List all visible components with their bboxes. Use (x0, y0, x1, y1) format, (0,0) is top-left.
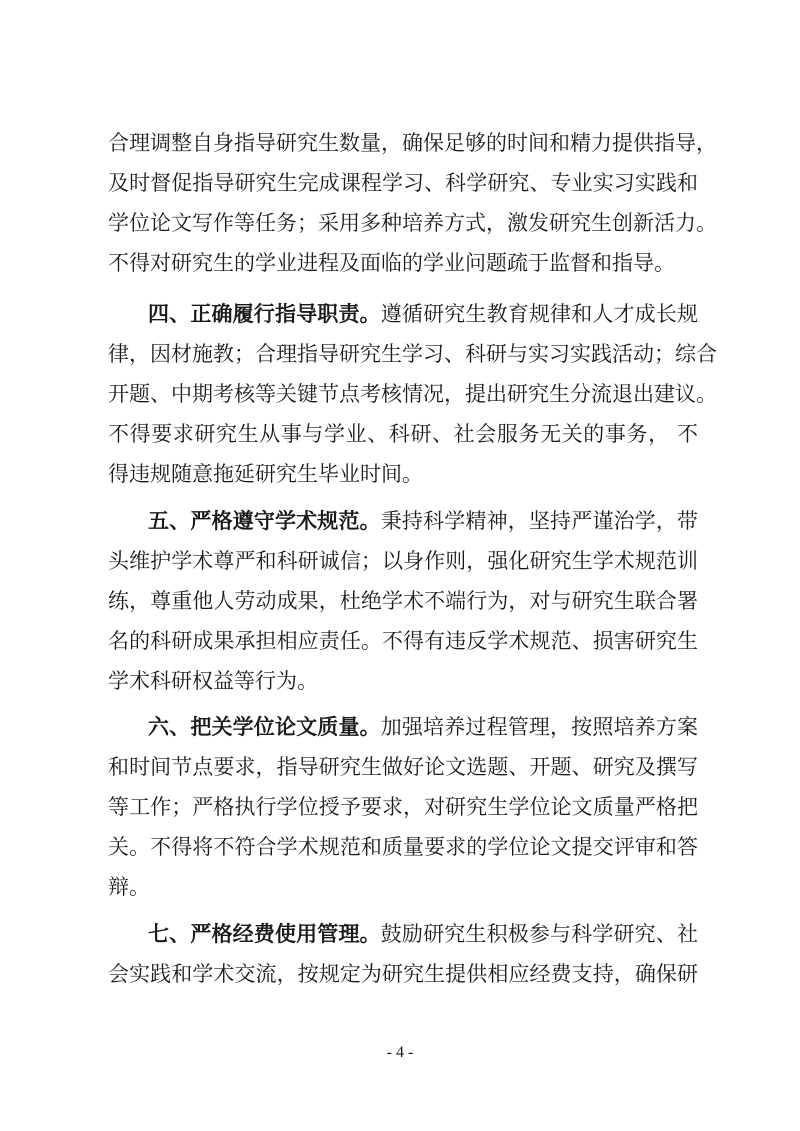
section-heading: 六、把关学位论文质量。 (148, 714, 381, 739)
section-heading: 五、严格遵守学术规范。 (148, 508, 381, 533)
paragraph-line: 不得要求研究生从事与学业、科研、社会服务无关的事务， 不 (108, 422, 698, 446)
paragraph-line: 不得对研究生的学业进程及面临的学业问题疏于监督和指导。 (108, 251, 675, 275)
paragraph-line: 律，因材施教；合理指导研究生学习、科研与实习实践活动；综合 (108, 342, 717, 366)
paragraph-line: 及时督促指导研究生完成课程学习、科学研究、专业实习实践和 (108, 171, 698, 195)
paragraph-line: 合理调整自身指导研究生数量，确保足够的时间和精力提供指导， (108, 131, 717, 155)
paragraph-line: 会实践和学术交流，按规定为研究生提供相应经费支持，确保研 (108, 962, 698, 986)
paragraph-text: 秉持科学精神，坚持严谨治学，带 (380, 509, 699, 533)
section-heading: 七、严格经费使用管理。 (148, 921, 381, 946)
paragraph-first-line (108, 294, 698, 334)
paragraph-line: 练，尊重他人劳动成果，杜绝学术不端行为，对与研究生联合署 (108, 589, 698, 613)
paragraph-first-line (108, 501, 698, 541)
paragraph-line: 辩。 (108, 875, 150, 899)
paragraph-line: 名的科研成果承担相应责任。不得有违反学术规范、损害研究生 (108, 629, 698, 653)
paragraph-line: 等工作；严格执行学位授予要求，对研究生学位论文质量严格把 (108, 795, 698, 819)
paragraph-line: 得违规随意拖延研究生毕业时间。 (108, 462, 423, 486)
paragraph-line: 和时间节点要求，指导研究生做好论文选题、开题、研究及撰写 (108, 755, 698, 779)
paragraph-text: 加强培养过程管理，按照培养方案 (380, 715, 699, 739)
paragraph-line: 头维护学术尊严和科研诚信；以身作则，强化研究生学术规范训 (108, 549, 698, 573)
paragraph-first-line (108, 914, 698, 954)
paragraph-first-line (108, 707, 698, 747)
paragraph-line: 关。不得将不符合学术规范和质量要求的学位论文提交评审和答 (108, 835, 698, 859)
section-heading: 四、正确履行指导职责。 (148, 301, 381, 326)
section-7-paragraph (108, 914, 698, 994)
paragraph-line: 学位论文写作等任务；采用多种培养方式，激发研究生创新活力。 (108, 211, 717, 235)
paragraph-line: 开题、中期考核等关键节点考核情况，提出研究生分流退出建议。 (108, 382, 717, 406)
paragraph-text: 鼓励研究生积极参与科学研究、社 (380, 922, 699, 946)
section-5-paragraph (108, 501, 698, 701)
continued-paragraph (108, 123, 717, 283)
page-number: - 4 - (386, 1044, 414, 1061)
section-4-paragraph (108, 294, 717, 494)
paragraph-text: 遵循研究生教育规律和人才成长规 (380, 302, 699, 326)
section-6-paragraph (108, 707, 698, 907)
paragraph-line: 学术科研权益等行为。 (108, 669, 318, 693)
